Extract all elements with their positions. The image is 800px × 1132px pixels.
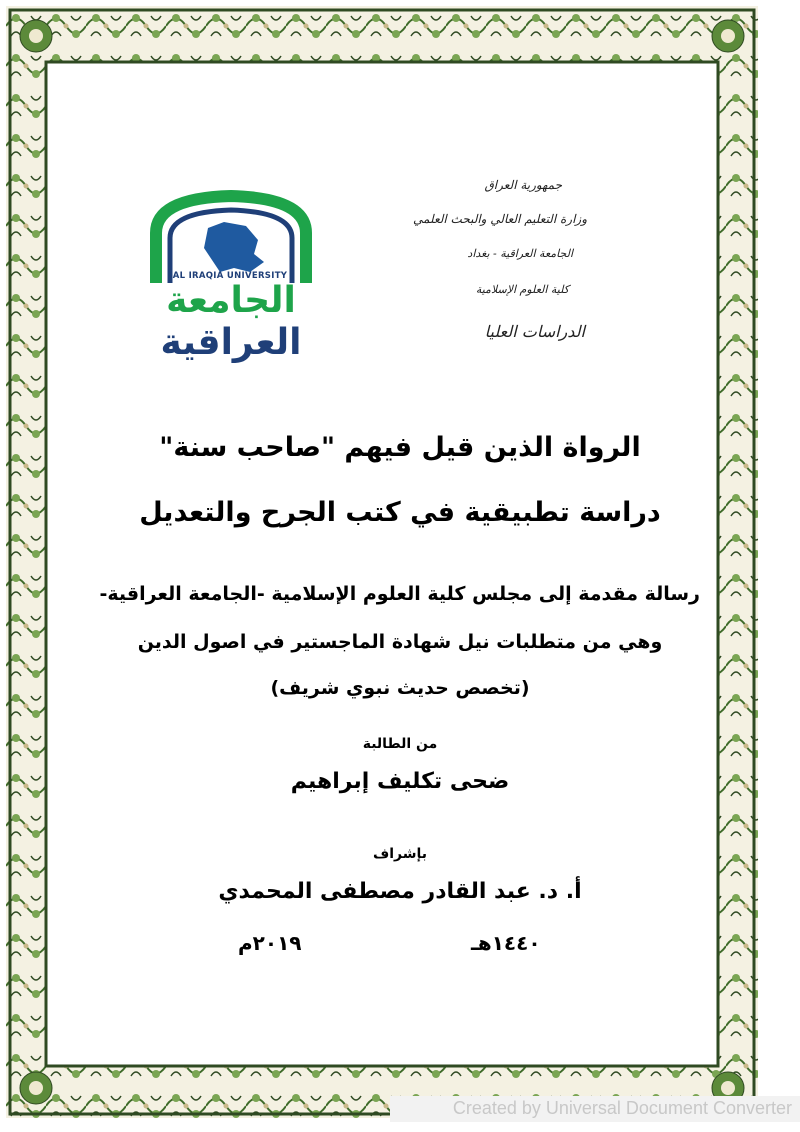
thesis-title-line1: الرواة الذين قيل فيهم "صاحب سنة"	[159, 432, 641, 463]
header-postgraduate: الدراسات العليا	[484, 322, 585, 341]
decorative-frame	[6, 6, 758, 1118]
student-label: من الطالبة	[362, 736, 438, 752]
logo-arabic-line1: الجامعة	[166, 280, 296, 321]
hijri-date: ١٤٤٠هـ	[471, 931, 541, 955]
header-country: جمهورية العراق	[484, 178, 562, 192]
header-college: كلية العلوم الإسلامية	[475, 283, 569, 296]
gregorian-date: ٢٠١٩م	[238, 931, 302, 955]
thesis-title-line2: دراسة تطبيقية في كتب الجرح والتعديل	[139, 497, 661, 528]
supervisor-label: بإشراف	[372, 846, 428, 862]
header-university: الجامعة العراقية - بغداد	[467, 247, 573, 260]
submission-line2: وهي من متطلبات نيل شهادة الماجستير في اصول الدين	[137, 631, 663, 653]
converter-watermark: Created by Universal Document Converter	[452, 1098, 792, 1118]
supervisor-name: أ. د. عبد القادر مصطفى المحمدي	[218, 879, 582, 904]
student-name: ضحى تكليف إبراهيم	[290, 769, 510, 794]
header-ministry: وزارة التعليم العالي والبحث العلمي	[413, 212, 587, 226]
submission-line1: رسالة مقدمة إلى مجلس كلية العلوم الإسلامية -الجامعة العراقية-	[99, 583, 700, 605]
logo-arabic-line2: العراقية	[160, 322, 302, 363]
logo-english-text: AL IRAQIA UNIVERSITY	[172, 271, 288, 281]
submission-line3: (تخصص حديث نبوي شريف)	[270, 677, 530, 699]
